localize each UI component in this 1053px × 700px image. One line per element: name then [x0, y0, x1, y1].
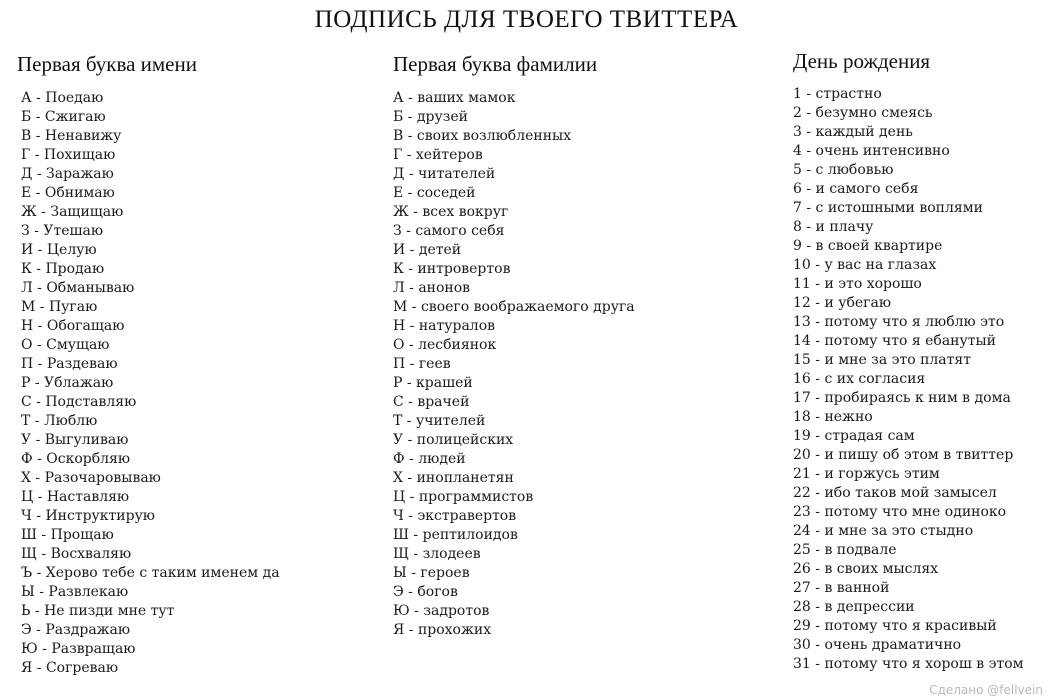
first-name-item: Б - Сжигаю: [21, 109, 106, 125]
birthday-item: 31 - потому что я хорош в этом: [793, 656, 1024, 672]
birthday-item: 26 - в своих мыслях: [793, 561, 939, 577]
last-name-item: Р - крашей: [393, 375, 473, 391]
birthday-item: 3 - каждый день: [793, 124, 913, 140]
last-name-item: К - интровертов: [393, 261, 511, 277]
last-name-column: [393, 52, 763, 640]
first-name-item: У - Выгуливаю: [21, 432, 129, 448]
first-name-list: [21, 89, 367, 678]
last-name-item: У - полицейских: [393, 432, 514, 448]
first-name-item: Ю - Развращаю: [21, 641, 136, 657]
last-name-item: Ы - героев: [393, 565, 470, 581]
first-name-item: Ь - Не пизди мне тут: [21, 603, 175, 619]
birthday-item: 24 - и мне за это стыдно: [793, 523, 974, 539]
birthday-item: 14 - потому что я ебанутый: [793, 333, 996, 349]
birthday-item: 2 - безумно смеясь: [793, 105, 933, 121]
birthday-item: 18 - нежно: [793, 409, 873, 425]
birthday-item: 10 - у вас на глазах: [793, 257, 937, 273]
birthday-item: 16 - с их согласия: [793, 371, 926, 387]
last-name-item: Г - хейтеров: [393, 147, 483, 163]
last-name-item: Ж - всех вокруг: [393, 204, 509, 220]
last-name-item: М - своего воображаемого друга: [393, 299, 635, 315]
last-name-list: [393, 89, 763, 640]
first-name-item: Ш - Прощаю: [21, 527, 114, 543]
first-name-item: Ы - Развлекаю: [21, 584, 129, 600]
first-name-item: М - Пугаю: [21, 299, 98, 315]
birthday-item: 25 - в подвале: [793, 542, 897, 558]
first-name-item: Д - Заражаю: [21, 166, 114, 182]
birthday-item: 29 - потому что я красивый: [793, 618, 997, 634]
birthday-item: 27 - в ванной: [793, 580, 890, 596]
first-name-item: Ъ - Херово тебе с таким именем да: [21, 565, 280, 581]
last-name-item: Ю - задротов: [393, 603, 490, 619]
last-name-item: Ц - программистов: [393, 489, 534, 505]
birthday-heading: День рождения: [793, 49, 931, 73]
birthday-item: 30 - очень драматично: [793, 637, 962, 653]
last-name-item: Т - учителей: [393, 413, 486, 429]
first-name-item: В - Ненавижу: [21, 128, 122, 144]
last-name-item: Ш - рептилоидов: [393, 527, 518, 543]
first-name-item: Ц - Наставляю: [21, 489, 130, 505]
last-name-item: Ф - людей: [393, 451, 466, 467]
first-name-item: С - Подставляю: [21, 394, 137, 410]
first-name-item: Ч - Инструктирую: [21, 508, 155, 524]
first-name-item: Л - Обманываю: [21, 280, 135, 296]
last-name-item: Х - инопланетян: [393, 470, 514, 486]
first-name-item: Х - Разочаровываю: [21, 470, 161, 486]
first-name-item: Ф - Оскорбляю: [21, 451, 131, 467]
birthday-item: 15 - и мне за это платят: [793, 352, 971, 368]
first-name-item: Т - Люблю: [21, 413, 98, 429]
last-name-item: Л - анонов: [393, 280, 471, 296]
last-name-item: Е - соседей: [393, 185, 476, 201]
last-name-item: Щ - злодеев: [393, 546, 481, 562]
first-name-item: Я - Согреваю: [21, 660, 119, 676]
first-name-item: Р - Ублажаю: [21, 375, 114, 391]
birthday-item: 4 - очень интенсивно: [793, 143, 950, 159]
last-name-item: Б - друзей: [393, 109, 468, 125]
last-name-item: С - врачей: [393, 394, 470, 410]
birthday-item: 13 - потому что я люблю это: [793, 314, 1005, 330]
first-name-item: О - Смущаю: [21, 337, 110, 353]
birthday-item: 28 - в депрессии: [793, 599, 915, 615]
birthday-item: 6 - и самого себя: [793, 181, 919, 197]
last-name-item: Д - читателей: [393, 166, 496, 182]
birthday-item: 23 - потому что мне одиноко: [793, 504, 1007, 520]
first-name-heading: Первая буква имени: [17, 52, 197, 76]
birthday-item: 21 - и горжусь этим: [793, 466, 940, 482]
first-name-column: [17, 52, 367, 678]
page-title: ПОДПИСЬ ДЛЯ ТВОЕГО ТВИТТЕРА: [314, 6, 739, 33]
first-name-item: З - Утешаю: [21, 223, 104, 239]
birthday-item: 11 - и это хорошо: [793, 276, 922, 292]
birthday-item: 17 - пробираясь к ним в дома: [793, 390, 1011, 406]
birthday-item: 5 - с любовью: [793, 162, 894, 178]
birthday-list: [793, 85, 1043, 674]
birthday-item: 9 - в своей квартире: [793, 238, 943, 254]
birthday-item: 22 - ибо таков мой замысел: [793, 485, 997, 501]
birthday-item: 8 - и плачу: [793, 219, 874, 235]
first-name-item: П - Раздеваю: [21, 356, 118, 372]
birthday-item: 1 - страстно: [793, 86, 882, 102]
birthday-item: 12 - и убегаю: [793, 295, 892, 311]
last-name-item: О - лесбиянок: [393, 337, 497, 353]
last-name-heading: Первая буква фамилии: [393, 52, 598, 76]
last-name-item: Н - натуралов: [393, 318, 496, 334]
first-name-item: Г - Похищаю: [21, 147, 116, 163]
first-name-item: Н - Обогащаю: [21, 318, 125, 334]
last-name-item: И - детей: [393, 242, 462, 258]
birthday-item: 7 - с истошными воплями: [793, 200, 983, 216]
credit-watermark: Сделано @fellvein: [929, 683, 1043, 697]
birthday-column: [793, 49, 1043, 674]
first-name-item: Ж - Защищаю: [21, 204, 124, 220]
first-name-item: А - Поедаю: [21, 90, 104, 106]
last-name-item: Э - богов: [393, 584, 458, 600]
birthday-item: 19 - страдая сам: [793, 428, 915, 444]
last-name-item: В - своих возлюбленных: [393, 128, 572, 144]
last-name-item: Я - прохожих: [393, 622, 492, 638]
last-name-item: А - ваших мамок: [393, 90, 516, 106]
last-name-item: Ч - экстравертов: [393, 508, 517, 524]
first-name-item: И - Целую: [21, 242, 97, 258]
last-name-item: З - самого себя: [393, 223, 505, 239]
first-name-item: К - Продаю: [21, 261, 105, 277]
first-name-item: Щ - Восхваляю: [21, 546, 132, 562]
first-name-item: Е - Обнимаю: [21, 185, 115, 201]
last-name-item: П - геев: [393, 356, 451, 372]
birthday-item: 20 - и пишу об этом в твиттер: [793, 447, 1014, 463]
first-name-item: Э - Раздражаю: [21, 622, 131, 638]
